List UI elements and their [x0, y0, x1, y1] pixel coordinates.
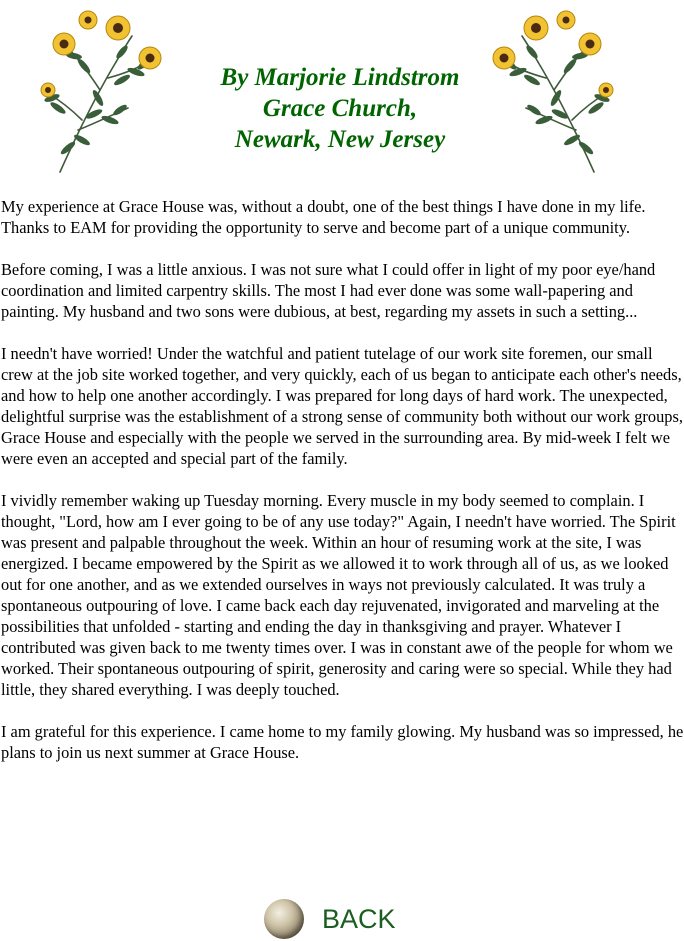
article-paragraph: I vividly remember waking up Tuesday morning. Every muscle in my body seemed to complain. I thought, "Lord, how am I ever going to be of any use today?" Again, I needn't have worried. The Spirit was present and palpable throughout the week. Within an hour of resuming work at the site, I was energized. I became empowered by the Spirit as we allowed it to work through all of us, as we looked out for one another, and as we extended ourselves in ways not previously calculated. It was truly a spontaneous outpouring of love. I came back each day rejuvenated, invigorated and marveling at the possibilities that unfolded - starting and ending the day in thanksgiving and prayer. Whatever I contributed was given back to me twenty times over. I was in constant awe of the people for whom we worked. Their spontaneous outpouring of spirit, generosity and caring were so special. While they had little, they shared everything. I was deeply touched.	[1, 491, 676, 699]
back-button[interactable]	[264, 897, 396, 941]
title-church: Grace Church,	[262, 95, 418, 122]
title-location: Newark, New Jersey	[234, 126, 446, 153]
yellow-flower-sprig-icon	[38, 2, 166, 174]
article-paragraph: I am grateful for this experience. I came home to my family glowing. My husband was so impressed, he plans to join us next summer at Grace House.	[1, 722, 684, 762]
page-header	[0, 0, 684, 190]
yellow-flower-sprig-icon	[488, 2, 616, 174]
round-stone-button-icon[interactable]	[264, 899, 304, 939]
article-body	[1, 196, 684, 784]
page-title	[170, 62, 510, 155]
article-paragraph: I needn't have worried! Under the watchful and patient tutelage of our work site foremen, our small crew at the job site worked together, and very quickly, each of us began to anticipate each other's needs, and how to help one another accordingly. I was prepared for long days of hard work. The unexpected, delightful surprise was the establishment of a strong sense of community both without our work groups, Grace House and especially with the people we served in the surrounding area. By mid-week I felt we were even an accepted and special part of the family.	[1, 344, 683, 468]
title-author: By Marjorie Lindstrom	[220, 64, 460, 91]
back-label[interactable]: BACK	[322, 903, 396, 934]
article-paragraph: Before coming, I was a little anxious. I was not sure what I could offer in light of my poor eye/hand coordination and limited carpentry skills. The most I had ever done was some wall-papering and painting. My husband and two sons were dubious, at best, regarding my assets in such a setting...	[1, 260, 656, 321]
article-paragraph: My experience at Grace House was, without a doubt, one of the best things I have done in my life. Thanks to EAM for providing the opportunity to serve and become part of a unique community.	[1, 197, 646, 237]
